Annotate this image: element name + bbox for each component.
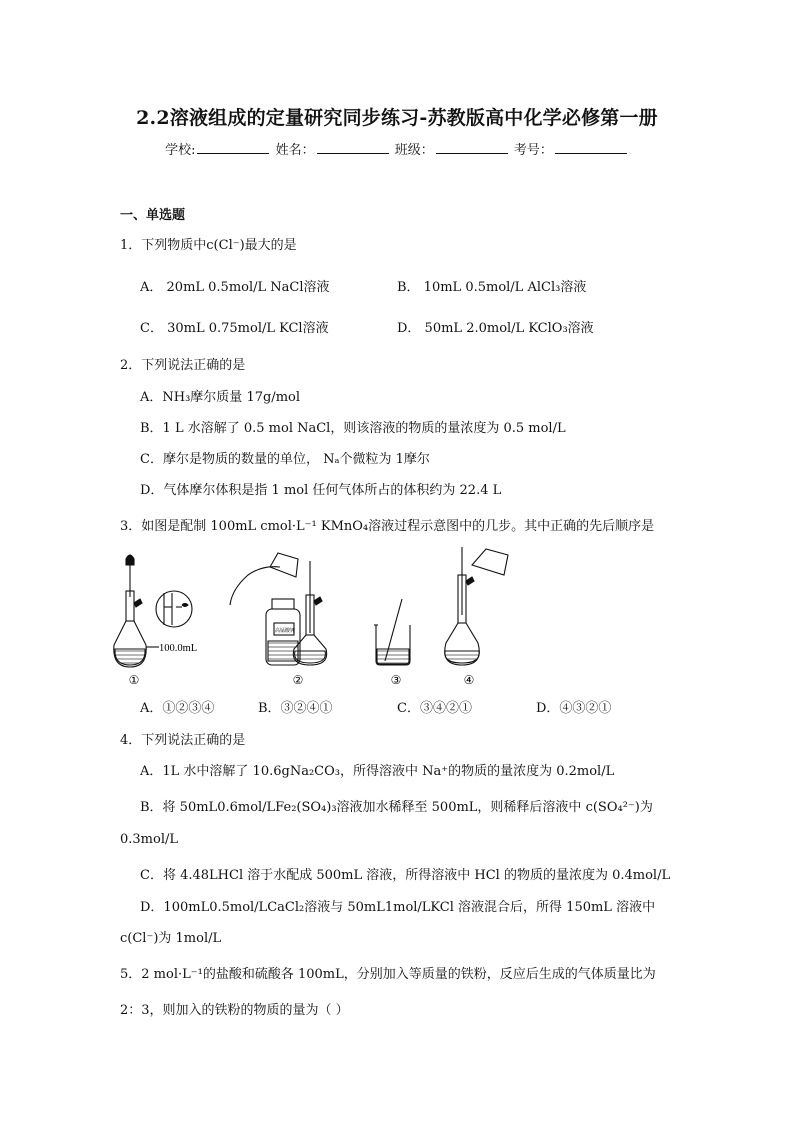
class-label: 班级： xyxy=(394,143,434,158)
q3-option-d[interactable]: D．④③②① xyxy=(536,701,612,716)
q2-stem: 2．下列说法正确的是 xyxy=(120,358,246,373)
q4-option-c[interactable]: C．将 4.48LHCl 溶于水配成 500mL 溶液，所得溶液中 HCl 的物质的量浓度为 0.4mol/L xyxy=(140,868,671,883)
q4-option-d[interactable]: D．100mL0.5mol/LCaCl₂溶液与 50mL1mol/LKCl 溶液混合后，所得 150mL 溶液中 xyxy=(140,900,656,915)
q4-option-a[interactable]: A．1L 水中溶解了 10.6gNa₂CO₃，所得溶液中 Na⁺的物质的量浓度为 0.2mol/L xyxy=(140,764,615,779)
q1-option-a[interactable]: A． 20mL 0.5mol/L NaCl溶液 xyxy=(140,280,330,295)
q5-stem-line1: 5．2 mol·L⁻¹的盐酸和硫酸各 100mL，分别加入等质量的铁粉，反应后生成的气体质量比为 xyxy=(120,967,656,982)
section-title: 一、单选题 xyxy=(120,208,186,223)
step1-volume-label: 100.0mL xyxy=(159,643,198,654)
q4-option-d-cont: c(Cl⁻)为 1mol/L xyxy=(120,931,222,946)
lab-steps-diagram xyxy=(112,545,512,687)
name-label: 姓名： xyxy=(275,143,315,158)
step2-bottle-label: 高锰酸钾 xyxy=(275,628,296,634)
step2-transfer-icon xyxy=(230,553,327,665)
q2-option-a[interactable]: A．NH₃摩尔质量 17g/mol xyxy=(140,390,300,405)
step4-pouring-icon xyxy=(445,547,508,665)
q2-option-d[interactable]: D．气体摩尔体积是指 1 mol 任何气体所占的体积约为 22.4 L xyxy=(140,483,502,498)
student-info-line xyxy=(0,139,794,158)
q1-option-d[interactable]: D． 50mL 2.0mol/L KClO₃溶液 xyxy=(397,321,594,336)
id-label: 考号： xyxy=(513,143,553,158)
step3-beaker-icon xyxy=(374,599,410,665)
name-blank[interactable] xyxy=(317,141,389,154)
q5-stem-line2: 2：3，则加入的铁粉的物质的量为（ ） xyxy=(120,1003,349,1018)
q3-option-c[interactable]: C．③④②① xyxy=(397,701,472,716)
q4-option-b-cont: 0.3mol/L xyxy=(120,832,178,847)
q3-option-b[interactable]: B．③②④① xyxy=(258,701,333,716)
q1-stem: 1．下列物质中c(Cl⁻)最大的是 xyxy=(120,238,297,253)
school-label: 学校: xyxy=(165,143,196,158)
school-blank[interactable] xyxy=(197,141,269,154)
q2-option-c[interactable]: C．摩尔是物质的数量的单位， Nₐ个微粒为 1摩尔 xyxy=(140,452,430,467)
step2-number: ② xyxy=(292,673,304,687)
step1-number: ① xyxy=(128,673,140,687)
q4-stem: 4．下列说法正确的是 xyxy=(120,733,246,748)
q3-stem: 3．如图是配制 100mL cmol·L⁻¹ KMnO₄溶液过程示意图中的几步。其中正确的先后顺序是 xyxy=(120,519,655,534)
q1-option-c[interactable]: C． 30mL 0.75mol/L KCl溶液 xyxy=(140,321,329,336)
step3-number: ③ xyxy=(390,673,402,687)
q3-figure xyxy=(112,545,512,687)
id-blank[interactable] xyxy=(555,141,627,154)
document-title: 2.2溶液组成的定量研究同步练习-苏教版高中化学必修第一册 xyxy=(136,107,658,129)
step4-number: ④ xyxy=(463,673,475,687)
q2-option-b[interactable]: B．1 L 水溶解了 0.5 mol NaCl，则该溶液的物质的量浓度为 0.5 mol/L xyxy=(140,421,566,436)
q3-option-a[interactable]: A．①②③④ xyxy=(140,701,215,716)
class-blank[interactable] xyxy=(436,141,508,154)
q4-option-b[interactable]: B．将 50mL0.6mol/LFe₂(SO₄)₃溶液加水稀释至 500mL，则稀释后溶液中 c(SO₄²⁻)为 xyxy=(140,800,653,815)
q1-option-b[interactable]: B． 10mL 0.5mol/L AlCl₃溶液 xyxy=(397,280,587,295)
